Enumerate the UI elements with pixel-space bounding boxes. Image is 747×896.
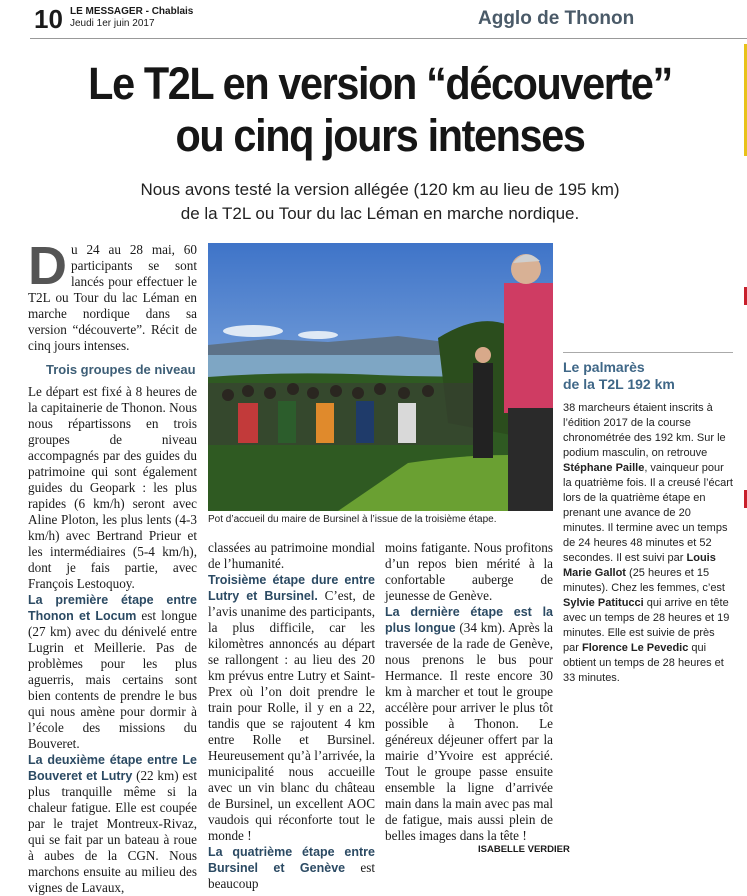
women-runner-up-name: Florence Le Pevedic [581, 642, 689, 654]
edition-name: Chablais [151, 6, 194, 17]
subtitle-line-1: Nous avons testé la version allégée (120 km au lieu de 195 km) [140, 180, 620, 199]
drop-cap: D [28, 236, 67, 296]
subtitle-line-2: de la T2L ou Tour du lac Léman en marche nordique. [180, 204, 580, 223]
runner-up-name: Louis Marie Gallot [563, 552, 716, 579]
paragraph [208, 572, 375, 844]
paragraph-text: (22 km) est plus tranquille même si la chaleur fatigue. Elle est coupée par le trajet Montreux-Rivaz, qui se fait par un bateau à roue à aubes de la CGN. Nous marchons ensuite au milieu des vignes de Lavaux, [28, 768, 197, 895]
paragraph [28, 592, 197, 752]
column-1 [28, 236, 197, 895]
sidebar-text-part: 38 marcheurs étaient inscrits à l’édition 2017 de la course chronométrée des 192 km. Sur le podium masculin, on retrouve [563, 402, 726, 459]
lead-in: Troisième étape dure entre Lutry et Bursinel. [208, 573, 375, 603]
photo-image [208, 243, 553, 511]
article-subtitle [70, 178, 690, 226]
sidebar-text-part: qui arrive en tête avec un temps de 28 heures et 19 minutes. Elle est suivie de près par [563, 597, 730, 654]
column-2 [208, 540, 375, 891]
sidebar-text-part: (25 heures et 15 minutes). Chez les femmes, c’est [563, 567, 725, 594]
title-line-2: ou cinq jours intenses [175, 110, 585, 161]
paragraph [385, 604, 553, 844]
publication-info: LE MESSAGER - Chablais Jeudi 1er juin 2017 [70, 6, 194, 29]
issue-date: Jeudi 1er juin 2017 [70, 18, 155, 29]
publication-name: LE MESSAGER [70, 6, 143, 17]
article-photo [208, 243, 553, 511]
section-name: Agglo de Thonon [478, 8, 635, 29]
paragraph-text: est beaucoup [208, 860, 375, 891]
title-line-1: Le T2L en version “découverte” [88, 58, 672, 109]
sidebar-title [563, 359, 733, 393]
subhead: Trois groupes de niveau [46, 362, 196, 377]
lead-in: La deuxième étape entre Le Bouveret et Lutry [28, 753, 197, 783]
paragraph: classées au patrimoine mondial de l’humanité. [208, 540, 375, 571]
lead-in: La première étape entre Thonon et Locum [28, 593, 197, 623]
paragraph: moins fatigante. Nous profitons d’un repos bien mérité à la confortable auberge de jeunesse de Genève. [385, 540, 553, 603]
sidebar-box [563, 352, 733, 686]
lead-in: La dernière étape est la plus longue [385, 605, 553, 635]
paragraph-text: est longue (27 km) avec du dénivelé entre Lugrin et Meillerie. Pas de problèmes pour les plus aguerris, mais certains sont bien contents de prendre le bus qui nous amène pour dormir à l’école des missions du Bouveret. [28, 608, 197, 751]
header-rule [30, 38, 747, 39]
photo-caption: Pot d’accueil du maire de Bursinel à l’issue de la troisième étape. [208, 514, 497, 525]
paragraph [28, 752, 197, 896]
women-winner-name: Sylvie Patitucci [563, 597, 644, 609]
page-number: 10 [34, 4, 63, 34]
paragraph [208, 844, 375, 892]
article-title [67, 58, 693, 162]
column-3 [385, 540, 553, 843]
winner-name: Stéphane Paille [563, 462, 645, 474]
sidebar-title-line-1: Le palmarès [563, 359, 645, 375]
sidebar-text [563, 401, 733, 686]
author-signature: ISABELLE VERDIER [478, 844, 570, 855]
paragraph-text: C’est, de l’avis unanime des participants, la plus difficile, car les kilomètres annoncés au départ se rallongent : au lieu des 20 km prévus entre Lutry et Saint-Prex où l’on doit prendre le train pour Rolle, il y en a 22, tandis que se rajoutent 4 km entre Rolle et Bursinel. Heureusement qu’à l’arrivée, la municipalité nous accueille avec un vin blanc du château de Bursinel, un excellent AOC vaudois qui réconforte tout le monde ! [208, 588, 375, 843]
lead-in: La quatrième étape entre Bursinel et Genève [208, 845, 375, 875]
sidebar-title-line-2: de la T2L 192 km [563, 376, 675, 392]
intro-paragraph: u 24 au 28 mai, 60 participants se sont lancés pour effectuer le T2L ou Tour du lac Léman en marche nordique dans sa version “découverte”. Récit de cinq jours intenses. [28, 242, 197, 353]
sidebar-text-part: qui obtient un temps de 28 heures et 33 minutes. [563, 642, 724, 684]
sidebar-text-part: , vainqueur pour la quatrième fois. Il a creusé l’écart lors de la quatrième étape en prenant une avance de 20 minutes. Il termine avec un temps de 24 heures 48 minutes et 52 secondes. Il est suivi par [563, 462, 733, 564]
page-header [0, 0, 747, 40]
sidebar-rule [563, 352, 733, 353]
paragraph-text: (34 km). Après la traversée de la rade de Genève, nous prenons le bus pour Hermance. Il reste encore 30 km à marcher et tout le groupe accélère pour arriver le plus tôt possible à Thonon. Le généreux déjeuner offert par la mairie d’Yvoire est apprécié. Tout le groupe passe ensuite ensemble la ligne d’arrivée main dans la main avec pas mal de fatigue, mais aussi plein de belles images dans la tête ! [385, 620, 553, 843]
paragraph: Le départ est fixé à 8 heures de la capitainerie de Thonon. Nous nous répartissons en trois groupes de niveau accompagnés par des guides du patrimoine qui sont également guides du Geopark : les plus rapides (6 km/h) seront avec Aline Ploton, les plus lents (4-3 km/h) avec Bertrand Prieur et les intermédiaires (5-4 km/h), dont je fais partie, avec François Lestoquoy. [28, 384, 197, 591]
